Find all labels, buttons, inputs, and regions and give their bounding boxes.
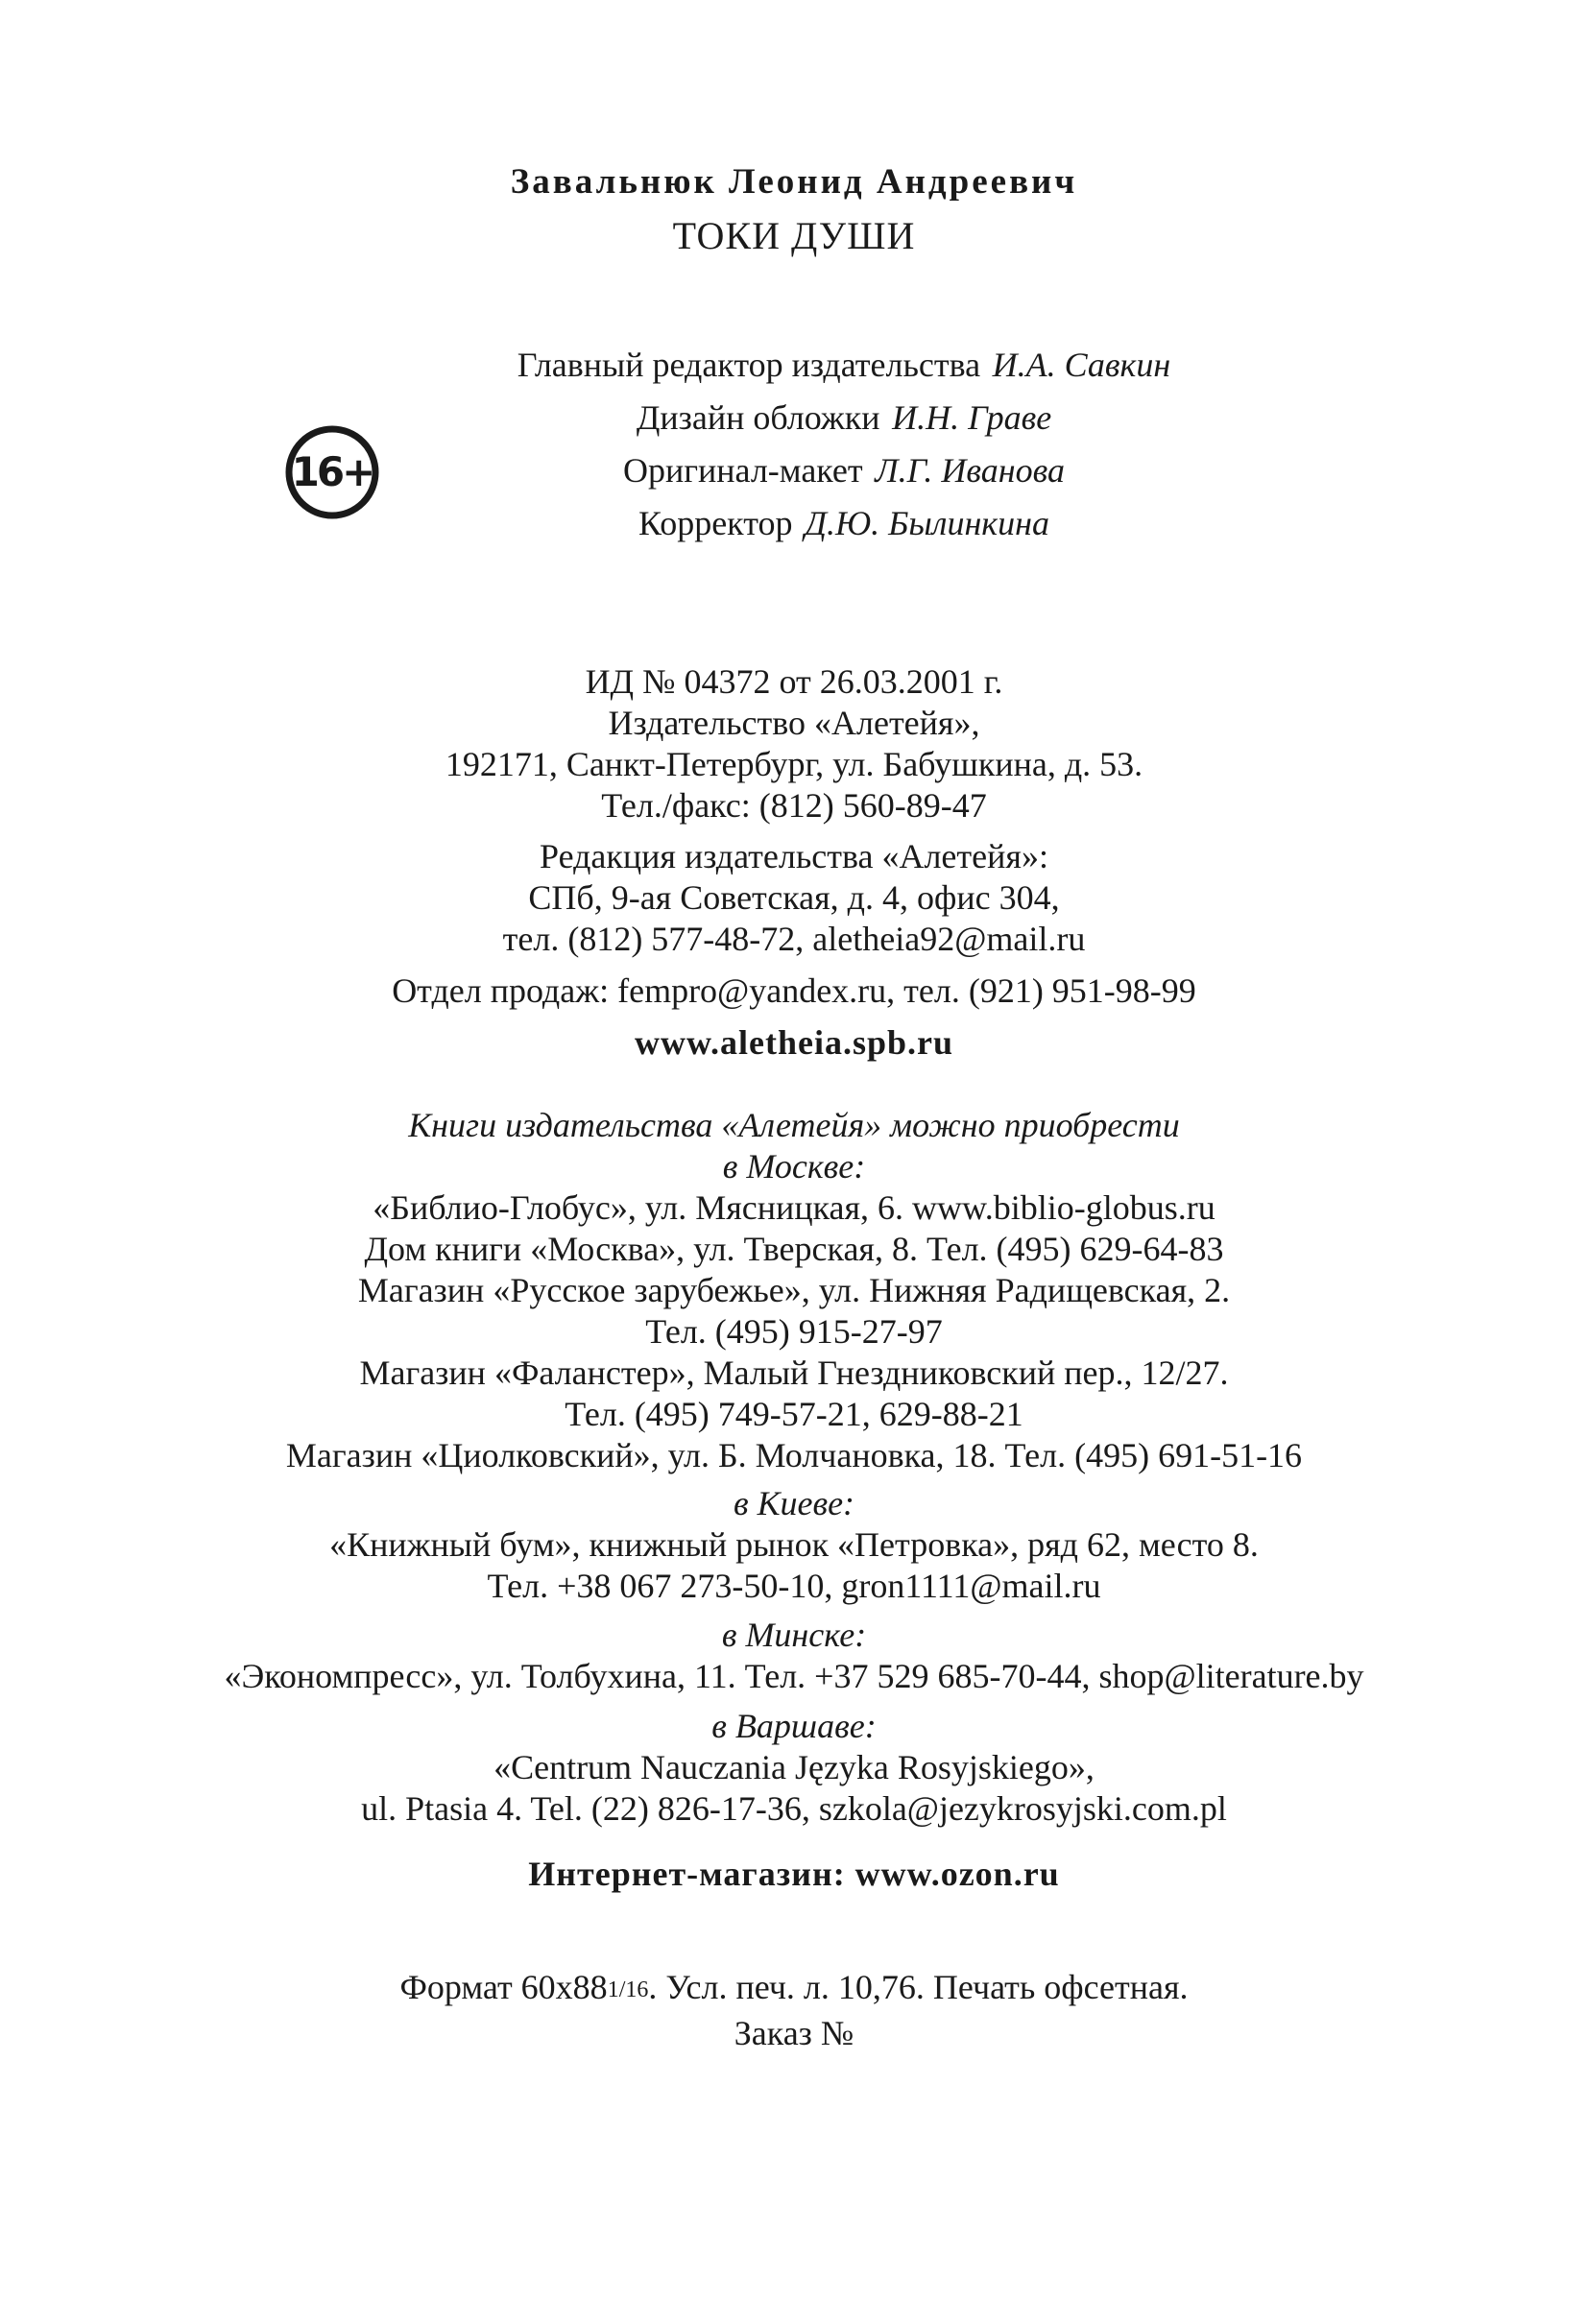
warsaw-store-line: «Centrum Nauczania Języka Rosyjskiego», xyxy=(493,1748,1095,1786)
print-format xyxy=(0,1966,1588,2011)
credit-role: Корректор xyxy=(638,504,793,542)
moscow-store-line: «Библио-Глобус», ул. Мясницкая, 6. www.biblio-globus.ru xyxy=(373,1188,1215,1227)
credit-role: Оригинал-макет xyxy=(622,451,863,490)
credit-chief-editor xyxy=(50,344,1588,386)
publisher-name: Издательство «Алетейя», xyxy=(608,704,980,742)
publisher-website: www.aletheia.spb.ru xyxy=(634,1023,954,1062)
moscow-store-line: Магазин «Русское зарубежье», ул. Нижняя Радищевская, 2. xyxy=(357,1271,1231,1309)
moscow-store-line: Магазин «Фаланстер», Малый Гнездниковский пер., 12/27. xyxy=(359,1354,1229,1392)
editorial-address: СПб, 9-ая Советская, д. 4, офис 304, xyxy=(528,878,1060,917)
moscow-store-line: Магазин «Циолковский», ул. Б. Молчановка, 18. Тел. (495) 691-51-16 xyxy=(285,1436,1303,1474)
moscow-store-line: Тел. (495) 915-27-97 xyxy=(645,1312,943,1351)
credit-person: Л.Г. Иванова xyxy=(875,451,1065,490)
publisher-address: 192171, Санкт-Петербург, ул. Бабушкина, д. 53. xyxy=(445,745,1143,783)
publisher-license: ИД № 04372 от 26.03.2001 г. xyxy=(585,662,1003,701)
moscow-label: в Москве: xyxy=(722,1147,866,1186)
minsk-store-line: «Экономпресс», ул. Толбухина, 11. Тел. +37 529 685-70-44, shop@literature.by xyxy=(224,1657,1364,1695)
editorial-contacts: тел. (812) 577-48-72, aletheia92@mail.ru xyxy=(502,920,1086,958)
credit-cover-design xyxy=(50,396,1588,439)
credit-role: Дизайн обложки xyxy=(636,398,880,437)
warsaw-store-line: ul. Ptasia 4. Tel. (22) 826-17-36, szkola@jezykrosyjski.com.pl xyxy=(361,1789,1227,1828)
kiev-store-line: Тел. +38 067 273-50-10, gron1111@mail.ru xyxy=(487,1567,1101,1605)
publisher-phone: Тел./факс: (812) 560-89-47 xyxy=(601,786,987,825)
order-number: Заказ № xyxy=(734,2014,854,2052)
credit-person: И.Н. Граве xyxy=(892,398,1052,437)
kiev-label: в Киеве: xyxy=(733,1484,855,1522)
book-title: ТОКИ ДУШИ xyxy=(672,214,916,257)
format-fraction: 1/16 xyxy=(607,1977,649,2002)
minsk-label: в Минске: xyxy=(721,1616,867,1654)
credit-proofreader xyxy=(50,502,1588,544)
moscow-store-line: Дом книги «Москва», ул. Тверская, 8. Тел. (495) 629-64-83 xyxy=(364,1230,1224,1268)
online-store: Интернет-магазин: www.ozon.ru xyxy=(528,1855,1060,1893)
age-rating-badge xyxy=(284,424,380,520)
age-rating-icon xyxy=(284,424,380,520)
kiev-store-line: «Книжный бум», книжный рынок «Петровка», ряд 62, место 8. xyxy=(329,1525,1259,1564)
credit-role: Главный редактор издательства xyxy=(517,346,981,384)
stores-intro: Книги издательства «Алетейя» можно приобрести xyxy=(408,1106,1180,1144)
age-rating-text: 16+ xyxy=(291,448,373,495)
warsaw-label: в Варшаве: xyxy=(711,1707,877,1745)
format-prefix: Формат 60x88 xyxy=(399,1968,608,2006)
credit-person: Д.Ю. Былинкина xyxy=(805,504,1049,542)
book-author: Завальнюк Леонид Андреевич xyxy=(510,162,1078,202)
format-suffix: . Усл. печ. л. 10,76. Печать офсетная. xyxy=(648,1968,1189,2006)
moscow-store-line: Тел. (495) 749-57-21, 629-88-21 xyxy=(565,1395,1023,1433)
credit-person: И.А. Савкин xyxy=(992,346,1171,384)
editorial-title: Редакция издательства «Алетейя»: xyxy=(540,837,1048,875)
sales-department: Отдел продаж: fempro@yandex.ru, тел. (921) 951-98-99 xyxy=(392,971,1196,1010)
credit-layout xyxy=(50,449,1588,491)
